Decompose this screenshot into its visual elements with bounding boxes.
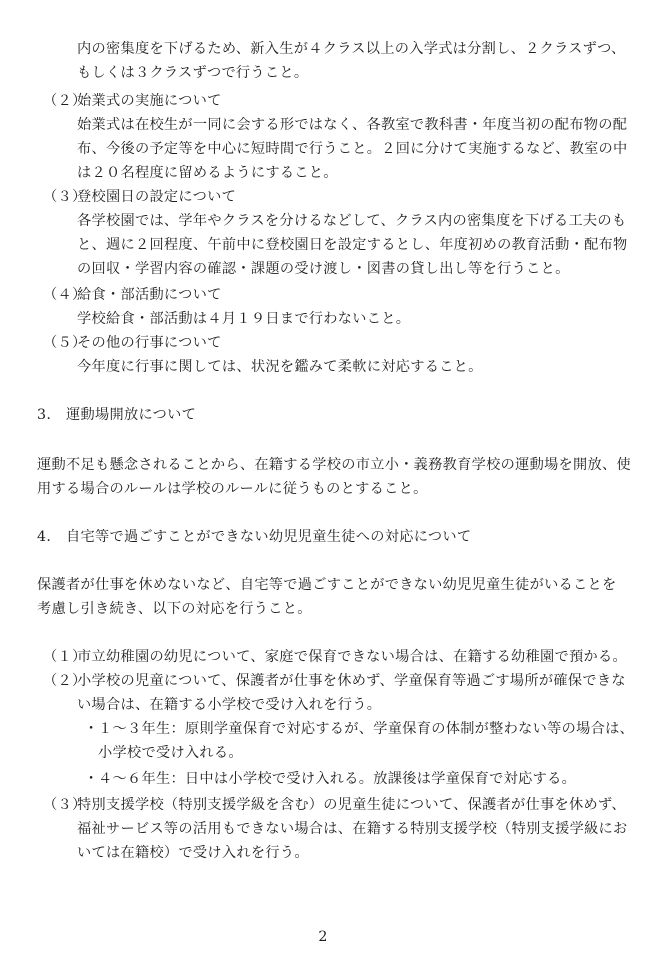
item-label: （２） (43, 673, 87, 689)
bullet-mark: ・ (84, 771, 99, 787)
bullet-mark: ・ (84, 721, 99, 737)
item-label: （５） (43, 335, 87, 351)
item-line: と、週に２回程度、午前中に登校園日を設定するとし、年度初めの教育活動・配布物 (77, 237, 628, 253)
item-heading: 給食・部活動について (77, 287, 222, 303)
item-line: 学校給食・部活動は４月１９日まで行わないこと。 (77, 311, 411, 327)
item-line: 特別支援学校（特別支援学級を含む）の児童生徒について、保護者が仕事を休めず、 (77, 797, 626, 813)
item-heading: その他の行事について (77, 335, 222, 351)
item-line: は２０名程度に留めるようにすること。 (77, 165, 338, 181)
item-line: 今年度に行事に関しては、状況を鑑みて柔軟に対応すること。 (77, 359, 483, 375)
item-line: 小学校の児童について、保護者が仕事を休めず、学童保育等過ごす場所が確保できな (77, 673, 626, 689)
item-line: 布、今後の予定等を中心に短時間で行うこと。２回に分けて実施するなど、教室の中 (77, 141, 628, 157)
paragraph-line: 保護者が仕事を休めないなど、自宅等で過ごすことができない幼児児童生徒がいることを (37, 577, 617, 593)
bullet-line: ４～６年生：日中は小学校で受け入れる。放課後は学童保育で対応する。 (98, 771, 577, 787)
item-line: い場合は、在籍する小学校で受け入れを行う。 (77, 697, 382, 713)
item-label: （３） (43, 797, 87, 813)
intro-line: もしくは３クラスずつで行うこと。 (77, 65, 309, 81)
bullet-line: 小学校で受け入れる。 (98, 745, 243, 761)
item-line: 福祉サービス等の活用もできない場合は、在籍する特別支援学校（特別支援学級にお (77, 821, 628, 837)
item-line: 市立幼稚園の幼児について、家庭で保育できない場合は、在籍する幼稚園で預かる。 (77, 649, 627, 665)
page-number: 2 (318, 929, 328, 945)
item-label: （３） (43, 189, 87, 205)
item-label: （１） (43, 649, 87, 665)
section-number: 3. (37, 407, 52, 423)
section-heading: 運動場開放について (66, 407, 197, 423)
section-number: 4. (37, 529, 52, 545)
item-line: の回収・学習内容の確認・課題の受け渡し・図書の貸し出し等を行うこと。 (77, 261, 570, 277)
item-label: （２） (43, 93, 87, 109)
paragraph-line: 運動不足も懸念されることから、在籍する学校の市立小・義務教育学校の運動場を開放、使 (37, 457, 631, 473)
paragraph-line: 考慮し引き続き、以下の対応を行うこと。 (37, 601, 312, 617)
item-label: （４） (43, 287, 87, 303)
item-line: いては在籍校）で受け入れを行う。 (77, 845, 309, 861)
item-heading: 始業式の実施について (77, 93, 222, 109)
paragraph-line: 用する場合のルールは学校のルールに従うものとすること。 (37, 481, 428, 497)
bullet-line: １～３年生：原則学童保育で対応するが、学童保育の体制が整わない等の場合は、 (98, 721, 635, 737)
item-line: 始業式は在校生が一同に会する形ではなく、各教室で教科書・年度当初の配布物の配 (77, 117, 628, 133)
item-heading: 登校園日の設定について (77, 189, 237, 205)
intro-line: 内の密集度を下げるため、新入生が４クラス以上の入学式は分割し、２クラスずつ、 (77, 41, 626, 57)
section-heading: 自宅等で過ごすことができない幼児児童生徒への対応について (66, 529, 472, 545)
item-line: 各学校園では、学年やクラスを分けるなどして、クラス内の密集度を下げる工夫のも (77, 213, 627, 229)
